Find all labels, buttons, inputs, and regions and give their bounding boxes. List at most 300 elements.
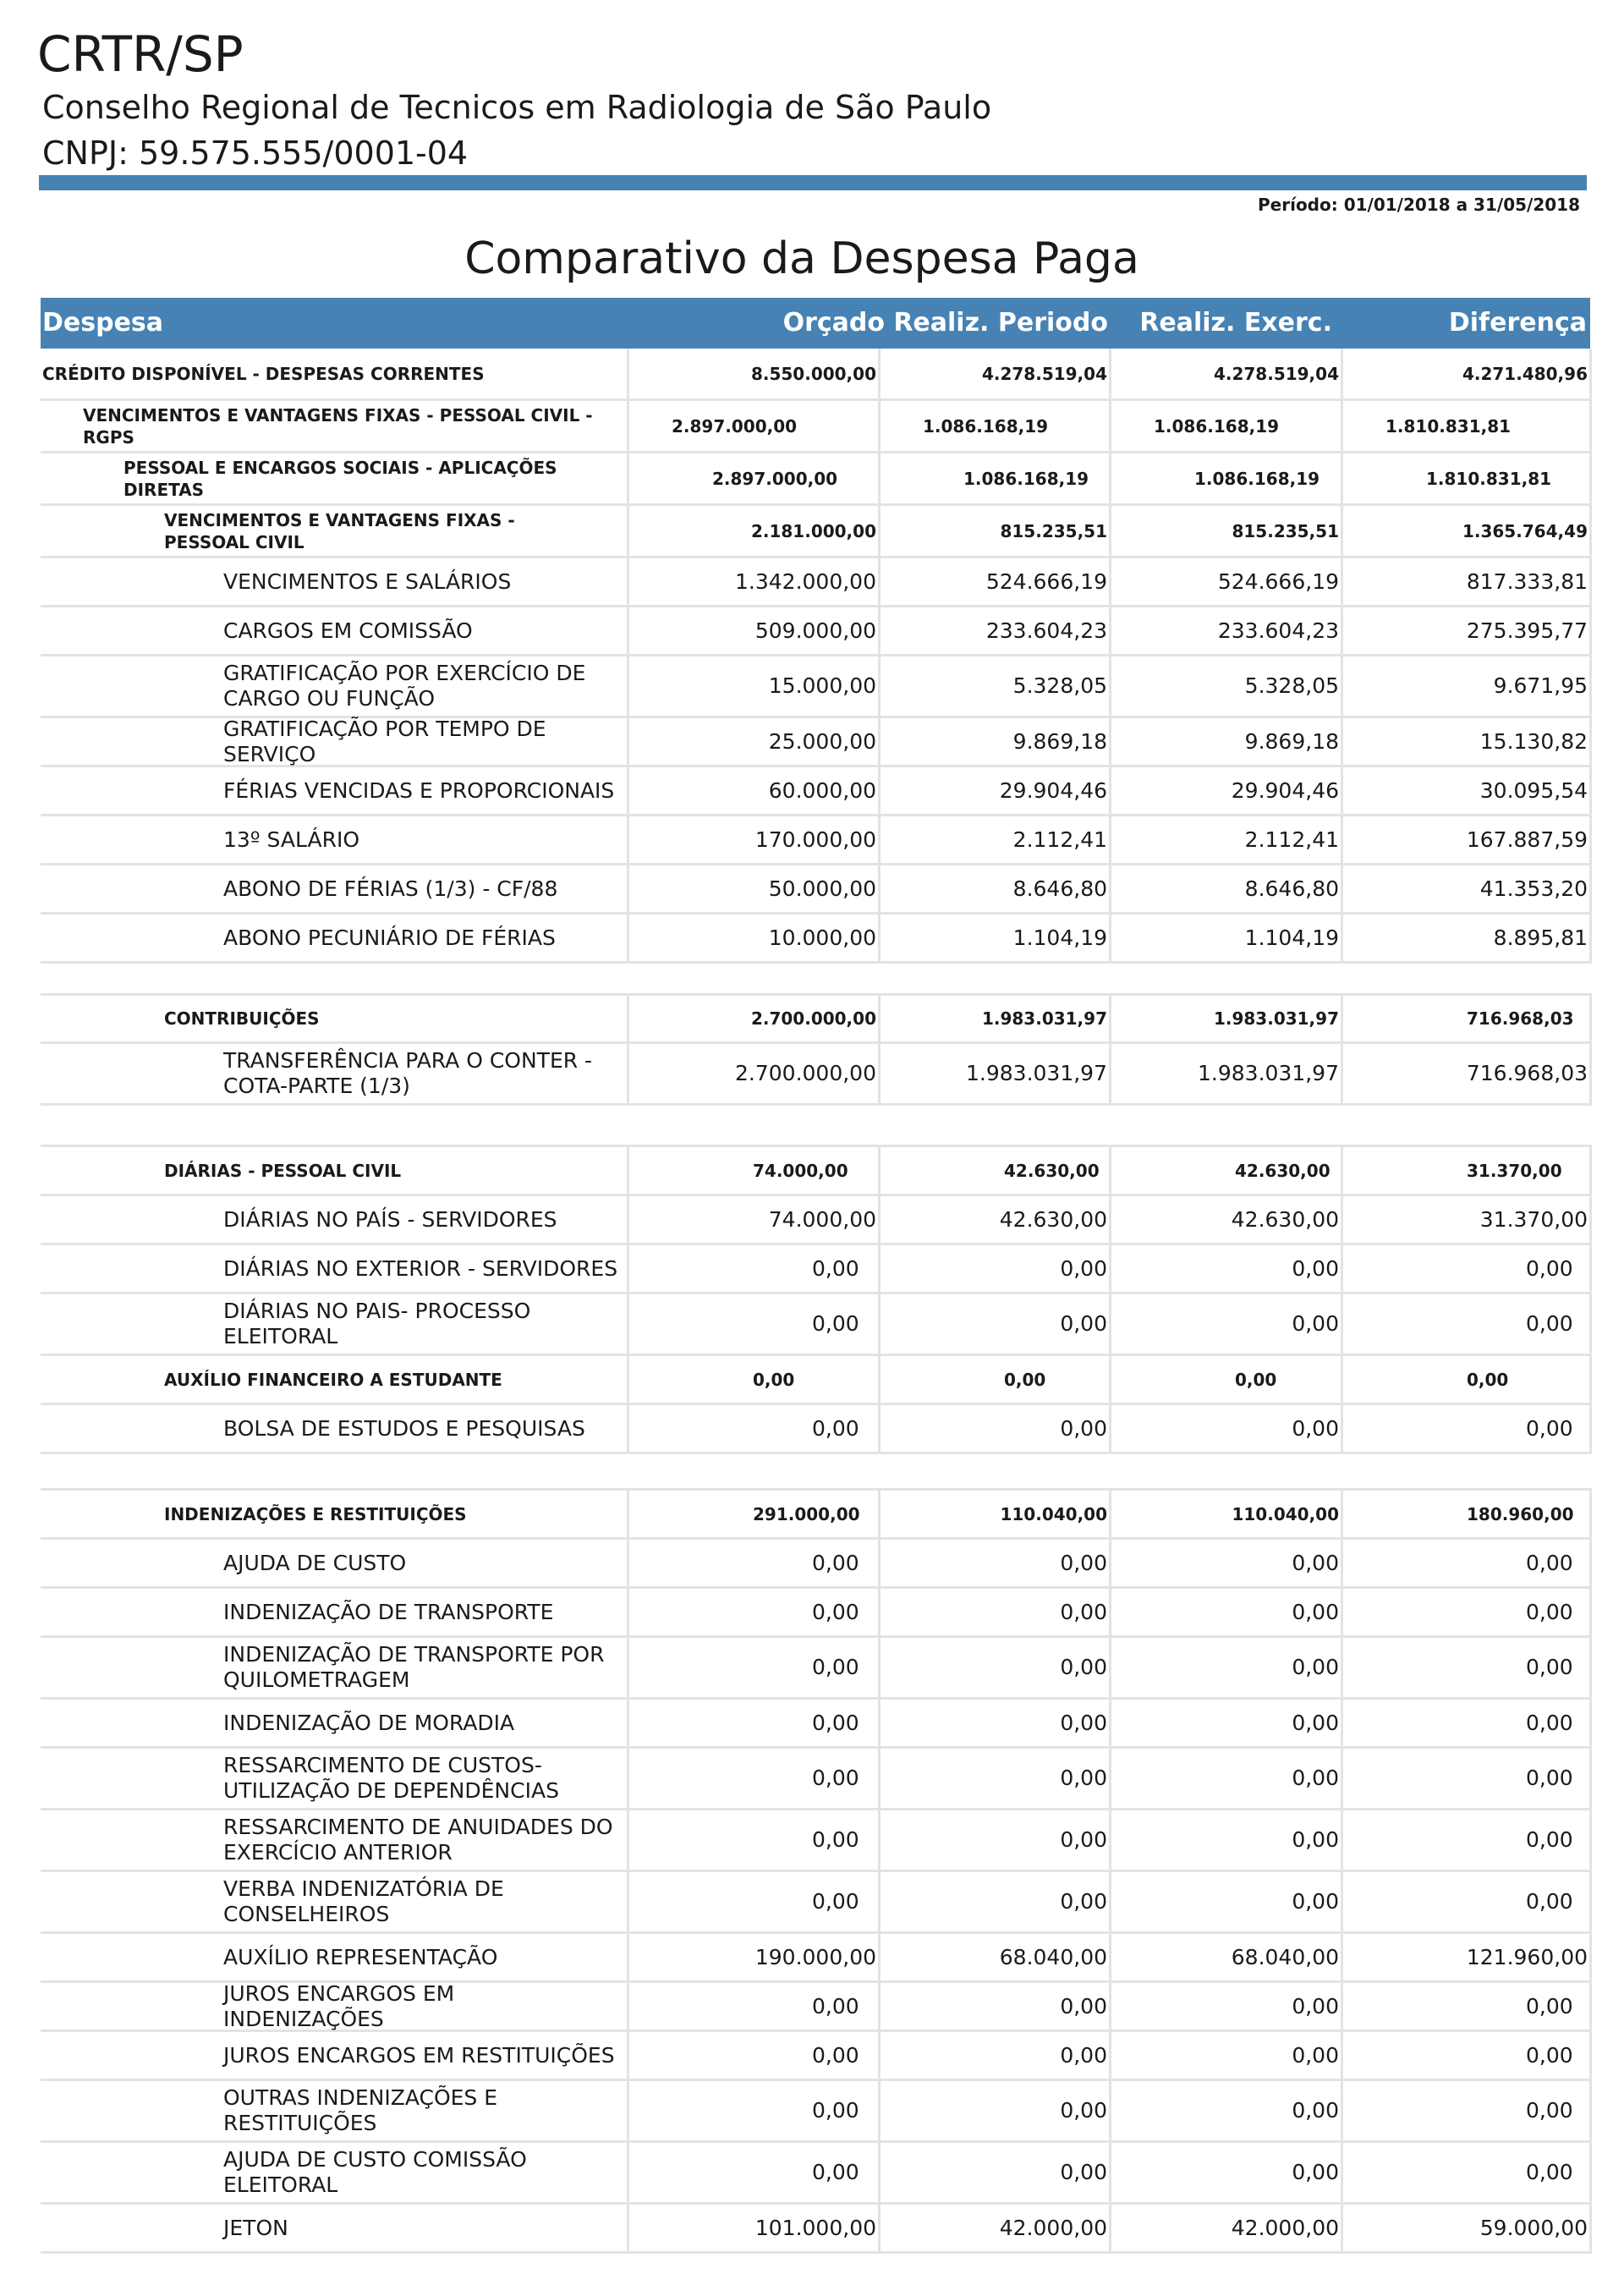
cell-realiz-exerc: 0,00 bbox=[1292, 1710, 1339, 1735]
cell-realiz-periodo-cell bbox=[881, 2032, 1111, 2081]
cell-orcado-cell bbox=[629, 1356, 881, 1405]
cell-diferenca: 0,00 bbox=[1526, 1550, 1573, 1575]
row-label: RESSARCIMENTO DE CUSTOS- UTILIZAÇÃO DE DEPENDÊNCIAS bbox=[223, 1753, 559, 1803]
cell-realiz-exerc-cell bbox=[1111, 1872, 1343, 1934]
cell-orcado: 0,00 bbox=[812, 2098, 859, 2123]
table-row bbox=[41, 1700, 1592, 1749]
report-title: Comparativo da Despesa Paga bbox=[464, 233, 1139, 284]
cell-realiz-periodo: 8.646,80 bbox=[1012, 876, 1107, 901]
row-label-cell bbox=[41, 1147, 629, 1196]
cell-realiz-exerc: 0,00 bbox=[1292, 1766, 1339, 1790]
cell-realiz-periodo: 1.983.031,97 bbox=[981, 1008, 1107, 1029]
cell-diferenca-cell bbox=[1343, 401, 1592, 453]
row-label: INDENIZAÇÕES E RESTITUIÇÕES bbox=[164, 1503, 467, 1524]
cell-diferenca: 31.370,00 bbox=[1467, 1160, 1562, 1181]
cell-orcado: 50.000,00 bbox=[768, 876, 876, 901]
cell-orcado: 15.000,00 bbox=[768, 673, 876, 698]
col-header-orcado: Orçado bbox=[782, 308, 885, 338]
cell-realiz-periodo: 0,00 bbox=[1060, 2098, 1107, 2123]
cell-realiz-exerc-cell bbox=[1111, 1749, 1343, 1810]
cell-realiz-exerc: 68.040,00 bbox=[1231, 1944, 1339, 1969]
cell-orcado: 0,00 bbox=[812, 1415, 859, 1441]
row-label: INDENIZAÇÃO DE TRANSPORTE POR QUILOMETRAGEM bbox=[223, 1642, 605, 1692]
row-label: DIÁRIAS NO PAIS- PROCESSO ELEITORAL bbox=[223, 1299, 531, 1348]
row-label: RESSARCIMENTO DE ANUIDADES DO EXERCÍCIO ANTERIOR bbox=[223, 1815, 613, 1865]
cell-diferenca-cell bbox=[1343, 2032, 1592, 2081]
cell-realiz-periodo: 2.112,41 bbox=[1012, 827, 1107, 852]
cell-realiz-periodo: 0,00 bbox=[1060, 1311, 1107, 1336]
cell-realiz-periodo: 5.328,05 bbox=[1012, 673, 1107, 698]
row-label: DIÁRIAS NO PAÍS - SERVIDORES bbox=[223, 1206, 557, 1232]
cell-realiz-periodo: 29.904,46 bbox=[999, 777, 1107, 803]
cell-realiz-periodo: 524.666,19 bbox=[985, 569, 1107, 594]
table-row bbox=[41, 1540, 1592, 1589]
row-label: OUTRAS INDENIZAÇÕES E RESTITUIÇÕES bbox=[223, 2085, 498, 2135]
cell-realiz-periodo-cell bbox=[881, 1638, 1111, 1700]
cell-realiz-periodo-cell bbox=[881, 1983, 1111, 2032]
cell-realiz-exerc: 524.666,19 bbox=[1217, 569, 1339, 594]
cell-orcado-cell bbox=[629, 1700, 881, 1749]
cell-orcado: 2.700.000,00 bbox=[735, 1061, 876, 1085]
cell-diferenca-cell bbox=[1343, 558, 1592, 607]
table-row bbox=[41, 718, 1592, 767]
cell-orcado: 0,00 bbox=[812, 1889, 859, 1914]
cell-orcado: 0,00 bbox=[812, 1599, 859, 1624]
table-row bbox=[41, 1810, 1592, 1872]
cell-realiz-exerc-cell bbox=[1111, 1245, 1343, 1294]
cell-orcado: 0,00 bbox=[812, 1766, 859, 1790]
cell-orcado: 2.897.000,00 bbox=[672, 415, 798, 437]
cell-realiz-exerc: 0,00 bbox=[1235, 1369, 1277, 1390]
cell-realiz-exerc: 0,00 bbox=[1292, 1993, 1339, 2019]
cell-diferenca-cell bbox=[1343, 1589, 1592, 1638]
cell-diferenca: 817.333,81 bbox=[1466, 569, 1588, 594]
cell-diferenca: 0,00 bbox=[1526, 1415, 1573, 1441]
table-row bbox=[41, 1405, 1592, 1454]
cell-orcado: 2.700.000,00 bbox=[750, 1008, 876, 1029]
cell-diferenca: 121.960,00 bbox=[1466, 1944, 1588, 1969]
row-label-cell bbox=[41, 1934, 629, 1983]
cell-diferenca-cell bbox=[1343, 1356, 1592, 1405]
cell-realiz-exerc: 2.112,41 bbox=[1244, 827, 1339, 852]
header-accent-bar bbox=[39, 175, 1587, 190]
table-row bbox=[41, 656, 1592, 718]
cell-diferenca: 275.395,77 bbox=[1466, 618, 1588, 643]
table-spacer bbox=[41, 1454, 1592, 1491]
cell-diferenca: 0,00 bbox=[1526, 1889, 1573, 1914]
row-label-cell bbox=[41, 1749, 629, 1810]
table-row bbox=[41, 607, 1592, 656]
col-header-diferenca: Diferença bbox=[1448, 308, 1587, 338]
row-label-cell bbox=[41, 607, 629, 656]
row-label: DIÁRIAS - PESSOAL CIVIL bbox=[164, 1160, 402, 1181]
cell-realiz-exerc-cell bbox=[1111, 915, 1343, 964]
cell-orcado-cell bbox=[629, 506, 881, 558]
row-label: TRANSFERÊNCIA PARA O CONTER - COTA-PARTE (1/3) bbox=[223, 1048, 593, 1098]
row-label-cell bbox=[41, 718, 629, 767]
row-label: CONTRIBUIÇÕES bbox=[164, 1008, 320, 1029]
cell-diferenca: 59.000,00 bbox=[1479, 2215, 1588, 2240]
row-label: VENCIMENTOS E VANTAGENS FIXAS - PESSOAL CIVIL bbox=[164, 509, 515, 552]
table-row bbox=[41, 1491, 1592, 1540]
cell-orcado-cell bbox=[629, 1810, 881, 1872]
cell-orcado-cell bbox=[629, 996, 881, 1044]
cell-diferenca-cell bbox=[1343, 915, 1592, 964]
cell-diferenca-cell bbox=[1343, 607, 1592, 656]
cell-realiz-exerc: 42.630,00 bbox=[1231, 1206, 1339, 1232]
row-label-cell bbox=[41, 1638, 629, 1700]
col-header-despesa: Despesa bbox=[42, 308, 164, 338]
cell-realiz-exerc-cell bbox=[1111, 1540, 1343, 1589]
cell-realiz-exerc: 0,00 bbox=[1292, 1655, 1339, 1679]
cell-realiz-exerc-cell bbox=[1111, 1147, 1343, 1196]
table-row bbox=[41, 2143, 1592, 2205]
cell-realiz-exerc: 0,00 bbox=[1292, 2160, 1339, 2184]
cell-orcado: 74.000,00 bbox=[768, 1206, 876, 1232]
cell-realiz-periodo: 4.278.519,04 bbox=[981, 363, 1107, 384]
cell-realiz-periodo: 0,00 bbox=[1060, 1827, 1107, 1852]
table-row bbox=[41, 453, 1592, 506]
table-row bbox=[41, 816, 1592, 865]
cell-realiz-periodo: 110.040,00 bbox=[1000, 1503, 1107, 1524]
cell-realiz-periodo: 0,00 bbox=[1060, 1599, 1107, 1624]
table-row bbox=[41, 1196, 1592, 1245]
cell-diferenca-cell bbox=[1343, 1294, 1592, 1356]
cell-orcado-cell bbox=[629, 1749, 881, 1810]
row-label-cell bbox=[41, 996, 629, 1044]
cell-diferenca-cell bbox=[1343, 1749, 1592, 1810]
table-spacer bbox=[41, 964, 1592, 996]
cell-realiz-periodo: 0,00 bbox=[1060, 2160, 1107, 2184]
cell-diferenca-cell bbox=[1343, 1147, 1592, 1196]
cell-realiz-exerc: 0,00 bbox=[1292, 2098, 1339, 2123]
cell-orcado: 0,00 bbox=[812, 1710, 859, 1735]
cell-orcado-cell bbox=[629, 2032, 881, 2081]
cell-diferenca: 9.671,95 bbox=[1493, 673, 1588, 698]
cell-realiz-exerc-cell bbox=[1111, 656, 1343, 718]
cell-realiz-periodo: 42.000,00 bbox=[999, 2215, 1107, 2240]
cell-orcado-cell bbox=[629, 1147, 881, 1196]
table-row bbox=[41, 1245, 1592, 1294]
cell-orcado: 8.550.000,00 bbox=[750, 363, 876, 384]
cell-realiz-periodo-cell bbox=[881, 1356, 1111, 1405]
cell-realiz-periodo: 9.869,18 bbox=[1012, 728, 1107, 754]
cell-realiz-periodo: 0,00 bbox=[1060, 1766, 1107, 1790]
cell-realiz-exerc-cell bbox=[1111, 401, 1343, 453]
table-row bbox=[41, 506, 1592, 558]
cell-orcado: 2.897.000,00 bbox=[712, 468, 838, 489]
cell-diferenca: 15.130,82 bbox=[1479, 728, 1588, 754]
cell-diferenca-cell bbox=[1343, 718, 1592, 767]
cell-orcado: 2.181.000,00 bbox=[750, 520, 876, 541]
row-label-cell bbox=[41, 349, 629, 401]
cell-orcado: 170.000,00 bbox=[754, 827, 876, 852]
cell-realiz-exerc-cell bbox=[1111, 1700, 1343, 1749]
cell-realiz-periodo-cell bbox=[881, 401, 1111, 453]
row-label: ABONO DE FÉRIAS (1/3) - CF/88 bbox=[223, 876, 558, 901]
row-label: VENCIMENTOS E SALÁRIOS bbox=[223, 569, 512, 594]
cell-realiz-exerc: 1.086.168,19 bbox=[1194, 468, 1320, 489]
cell-orcado: 1.342.000,00 bbox=[735, 569, 876, 594]
cell-orcado-cell bbox=[629, 1589, 881, 1638]
cell-orcado-cell bbox=[629, 1405, 881, 1454]
cell-diferenca-cell bbox=[1343, 656, 1592, 718]
cell-diferenca: 0,00 bbox=[1526, 1710, 1573, 1735]
cell-orcado: 0,00 bbox=[812, 1993, 859, 2019]
cell-realiz-periodo-cell bbox=[881, 349, 1111, 401]
cell-realiz-periodo: 815.235,51 bbox=[1000, 520, 1107, 541]
cell-orcado: 101.000,00 bbox=[754, 2215, 876, 2240]
row-label-cell bbox=[41, 865, 629, 915]
cell-realiz-periodo-cell bbox=[881, 1810, 1111, 1872]
table-row bbox=[41, 2032, 1592, 2081]
cell-realiz-periodo: 1.086.168,19 bbox=[923, 415, 1049, 437]
col-header-realiz-periodo: Realiz. Periodo bbox=[893, 308, 1108, 338]
cell-diferenca: 0,00 bbox=[1526, 2160, 1573, 2184]
cell-orcado-cell bbox=[629, 1294, 881, 1356]
cell-realiz-periodo: 0,00 bbox=[1060, 1655, 1107, 1679]
cell-realiz-exerc: 0,00 bbox=[1292, 2042, 1339, 2068]
cell-realiz-exerc: 9.869,18 bbox=[1244, 728, 1339, 754]
cell-diferenca-cell bbox=[1343, 2081, 1592, 2143]
cell-realiz-exerc: 1.983.031,97 bbox=[1213, 1008, 1339, 1029]
cell-realiz-exerc: 42.630,00 bbox=[1235, 1160, 1330, 1181]
cell-realiz-exerc-cell bbox=[1111, 996, 1343, 1044]
despesa-table bbox=[41, 349, 1592, 2254]
cell-realiz-exerc: 29.904,46 bbox=[1231, 777, 1339, 803]
cell-diferenca: 0,00 bbox=[1526, 1827, 1573, 1852]
cell-orcado-cell bbox=[629, 1638, 881, 1700]
row-label: 13º SALÁRIO bbox=[223, 827, 359, 852]
cell-orcado: 0,00 bbox=[812, 1550, 859, 1575]
cell-realiz-exerc-cell bbox=[1111, 2081, 1343, 2143]
cell-realiz-periodo-cell bbox=[881, 996, 1111, 1044]
cell-orcado: 74.000,00 bbox=[753, 1160, 848, 1181]
cell-orcado-cell bbox=[629, 453, 881, 506]
row-label-cell bbox=[41, 1872, 629, 1934]
row-label-cell bbox=[41, 2143, 629, 2205]
cell-realiz-periodo-cell bbox=[881, 2143, 1111, 2205]
cell-orcado-cell bbox=[629, 1540, 881, 1589]
cell-realiz-periodo: 42.630,00 bbox=[999, 1206, 1107, 1232]
cell-orcado: 0,00 bbox=[812, 1827, 859, 1852]
cell-diferenca: 1.810.831,81 bbox=[1426, 468, 1552, 489]
cell-diferenca: 1.810.831,81 bbox=[1385, 415, 1512, 437]
cell-realiz-exerc-cell bbox=[1111, 1983, 1343, 2032]
cell-diferenca-cell bbox=[1343, 1540, 1592, 1589]
row-label: ABONO PECUNIÁRIO DE FÉRIAS bbox=[223, 925, 556, 950]
cell-orcado: 0,00 bbox=[812, 1311, 859, 1336]
cell-diferenca-cell bbox=[1343, 1983, 1592, 2032]
table-row bbox=[41, 915, 1592, 964]
org-acronym: CRTR/SP bbox=[37, 25, 244, 83]
org-cnpj: CNPJ: 59.575.555/0001-04 bbox=[42, 135, 469, 172]
cell-realiz-exerc: 1.104,19 bbox=[1244, 925, 1339, 950]
row-label-cell bbox=[41, 2032, 629, 2081]
cell-diferenca-cell bbox=[1343, 1405, 1592, 1454]
table-row bbox=[41, 1589, 1592, 1638]
row-label: CRÉDITO DISPONÍVEL - DESPESAS CORRENTES bbox=[42, 363, 485, 384]
cell-realiz-exerc: 8.646,80 bbox=[1244, 876, 1339, 901]
cell-realiz-exerc-cell bbox=[1111, 1405, 1343, 1454]
cell-realiz-periodo-cell bbox=[881, 1540, 1111, 1589]
cell-realiz-periodo-cell bbox=[881, 1700, 1111, 1749]
cell-diferenca-cell bbox=[1343, 1196, 1592, 1245]
row-label: BOLSA DE ESTUDOS E PESQUISAS bbox=[223, 1415, 585, 1441]
cell-diferenca: 8.895,81 bbox=[1493, 925, 1588, 950]
cell-realiz-exerc: 0,00 bbox=[1292, 1311, 1339, 1336]
table-row bbox=[41, 349, 1592, 401]
row-label: JUROS ENCARGOS EM INDENIZAÇÕES bbox=[223, 1980, 455, 2031]
cell-realiz-exerc: 0,00 bbox=[1292, 1827, 1339, 1852]
cell-diferenca-cell bbox=[1343, 1810, 1592, 1872]
cell-diferenca-cell bbox=[1343, 1934, 1592, 1983]
row-label: AJUDA DE CUSTO bbox=[223, 1550, 407, 1575]
row-label-cell bbox=[41, 1245, 629, 1294]
cell-realiz-periodo: 1.086.168,19 bbox=[963, 468, 1089, 489]
cell-diferenca: 0,00 bbox=[1526, 1766, 1573, 1790]
cell-realiz-periodo-cell bbox=[881, 1147, 1111, 1196]
row-label: FÉRIAS VENCIDAS E PROPORCIONAIS bbox=[223, 777, 615, 803]
cell-orcado: 25.000,00 bbox=[768, 728, 876, 754]
row-label: JUROS ENCARGOS EM RESTITUIÇÕES bbox=[223, 2042, 615, 2068]
row-label: VENCIMENTOS E VANTAGENS FIXAS - PESSOAL CIVIL - RGPS bbox=[83, 404, 593, 448]
row-label-cell bbox=[41, 1356, 629, 1405]
cell-diferenca-cell bbox=[1343, 865, 1592, 915]
cell-diferenca-cell bbox=[1343, 453, 1592, 506]
cell-orcado: 0,00 bbox=[812, 1655, 859, 1679]
cell-realiz-exerc-cell bbox=[1111, 1294, 1343, 1356]
table-row bbox=[41, 1934, 1592, 1983]
cell-orcado-cell bbox=[629, 1983, 881, 2032]
report-period: Período: 01/01/2018 a 31/05/2018 bbox=[1258, 195, 1580, 215]
row-label-cell bbox=[41, 656, 629, 718]
cell-realiz-periodo: 0,00 bbox=[1060, 1255, 1107, 1281]
row-label-cell bbox=[41, 1196, 629, 1245]
row-label-cell bbox=[41, 1044, 629, 1106]
cell-diferenca: 0,00 bbox=[1526, 1655, 1573, 1679]
cell-diferenca: 31.370,00 bbox=[1479, 1206, 1588, 1232]
cell-diferenca-cell bbox=[1343, 349, 1592, 401]
row-label-cell bbox=[41, 506, 629, 558]
cell-diferenca: 0,00 bbox=[1526, 2042, 1573, 2068]
org-name: Conselho Regional de Tecnicos em Radiologia de São Paulo bbox=[42, 89, 992, 126]
cell-diferenca-cell bbox=[1343, 1872, 1592, 1934]
cell-diferenca: 4.271.480,96 bbox=[1462, 363, 1588, 384]
row-label-cell bbox=[41, 2081, 629, 2143]
table-row bbox=[41, 865, 1592, 915]
cell-diferenca-cell bbox=[1343, 996, 1592, 1044]
row-label: JETON bbox=[223, 2215, 288, 2240]
row-label-cell bbox=[41, 767, 629, 816]
cell-realiz-periodo: 233.604,23 bbox=[985, 618, 1107, 643]
cell-diferenca-cell bbox=[1343, 1491, 1592, 1540]
cell-realiz-exerc: 0,00 bbox=[1292, 1255, 1339, 1281]
row-label: AJUDA DE CUSTO COMISSÃO ELEITORAL bbox=[223, 2147, 527, 2197]
cell-realiz-exerc-cell bbox=[1111, 1589, 1343, 1638]
cell-realiz-exerc-cell bbox=[1111, 453, 1343, 506]
cell-realiz-exerc: 0,00 bbox=[1292, 1550, 1339, 1575]
cell-orcado-cell bbox=[629, 1491, 881, 1540]
table-spacer bbox=[41, 1106, 1592, 1147]
cell-realiz-exerc-cell bbox=[1111, 2032, 1343, 2081]
cell-realiz-periodo: 1.983.031,97 bbox=[966, 1061, 1107, 1085]
cell-realiz-exerc-cell bbox=[1111, 2143, 1343, 2205]
cell-diferenca: 180.960,00 bbox=[1467, 1503, 1574, 1524]
cell-realiz-exerc: 42.000,00 bbox=[1231, 2215, 1339, 2240]
cell-realiz-exerc: 4.278.519,04 bbox=[1213, 363, 1339, 384]
row-label-cell bbox=[41, 1980, 629, 2032]
row-label-cell bbox=[41, 558, 629, 607]
cell-orcado-cell bbox=[629, 2081, 881, 2143]
cell-realiz-exerc-cell bbox=[1111, 1810, 1343, 1872]
cell-realiz-periodo: 0,00 bbox=[1060, 1710, 1107, 1735]
cell-realiz-exerc: 1.983.031,97 bbox=[1198, 1061, 1339, 1085]
cell-realiz-exerc: 0,00 bbox=[1292, 1889, 1339, 1914]
cell-orcado-cell bbox=[629, 401, 881, 453]
cell-diferenca-cell bbox=[1343, 1700, 1592, 1749]
row-label: GRATIFICAÇÃO POR EXERCÍCIO DE CARGO OU FUNÇÃO bbox=[223, 661, 586, 711]
cell-realiz-exerc-cell bbox=[1111, 1638, 1343, 1700]
row-label-cell bbox=[41, 1700, 629, 1749]
row-label: AUXÍLIO FINANCEIRO A ESTUDANTE bbox=[164, 1369, 502, 1390]
table-row bbox=[41, 1044, 1592, 1106]
cell-orcado: 0,00 bbox=[812, 2160, 859, 2184]
table-row bbox=[41, 2081, 1592, 2143]
cell-realiz-periodo-cell bbox=[881, 1491, 1111, 1540]
cell-diferenca: 716.968,03 bbox=[1467, 1008, 1574, 1029]
cell-realiz-periodo-cell bbox=[881, 1589, 1111, 1638]
cell-realiz-exerc: 815.235,51 bbox=[1232, 520, 1339, 541]
table-row bbox=[41, 1980, 1592, 2032]
cell-orcado-cell bbox=[629, 1245, 881, 1294]
cell-diferenca-cell bbox=[1343, 1638, 1592, 1700]
row-label-cell bbox=[41, 1540, 629, 1589]
cell-diferenca: 0,00 bbox=[1467, 1369, 1509, 1390]
row-label-cell bbox=[41, 816, 629, 865]
table-row bbox=[41, 2205, 1592, 2254]
cell-diferenca: 716.968,03 bbox=[1466, 1061, 1588, 1085]
cell-realiz-periodo: 0,00 bbox=[1004, 1369, 1046, 1390]
table-header bbox=[41, 298, 1590, 349]
table-row bbox=[41, 1638, 1592, 1700]
row-label-cell bbox=[41, 1491, 629, 1540]
cell-realiz-periodo-cell bbox=[881, 1245, 1111, 1294]
cell-orcado: 509.000,00 bbox=[754, 618, 876, 643]
cell-realiz-periodo-cell bbox=[881, 453, 1111, 506]
cell-realiz-exerc: 233.604,23 bbox=[1217, 618, 1339, 643]
cell-diferenca-cell bbox=[1343, 767, 1592, 816]
cell-realiz-periodo: 0,00 bbox=[1060, 1415, 1107, 1441]
row-label: VERBA INDENIZATÓRIA DE CONSELHEIROS bbox=[223, 1876, 504, 1926]
cell-realiz-exerc: 5.328,05 bbox=[1244, 673, 1339, 698]
cell-realiz-exerc: 110.040,00 bbox=[1232, 1503, 1339, 1524]
col-header-realiz-exerc: Realiz. Exerc. bbox=[1139, 308, 1332, 338]
cell-realiz-periodo-cell bbox=[881, 1294, 1111, 1356]
row-label-cell bbox=[41, 1294, 629, 1356]
cell-realiz-periodo-cell bbox=[881, 1872, 1111, 1934]
cell-realiz-exerc-cell bbox=[1111, 1356, 1343, 1405]
cell-realiz-exerc: 0,00 bbox=[1292, 1415, 1339, 1441]
table-row bbox=[41, 996, 1592, 1044]
cell-realiz-periodo: 0,00 bbox=[1060, 2042, 1107, 2068]
row-label-cell bbox=[41, 2205, 629, 2254]
table-row bbox=[41, 1147, 1592, 1196]
cell-diferenca: 30.095,54 bbox=[1479, 777, 1588, 803]
row-label: CARGOS EM COMISSÃO bbox=[223, 618, 473, 643]
cell-orcado: 0,00 bbox=[812, 1255, 859, 1281]
cell-orcado: 291.000,00 bbox=[753, 1503, 860, 1524]
